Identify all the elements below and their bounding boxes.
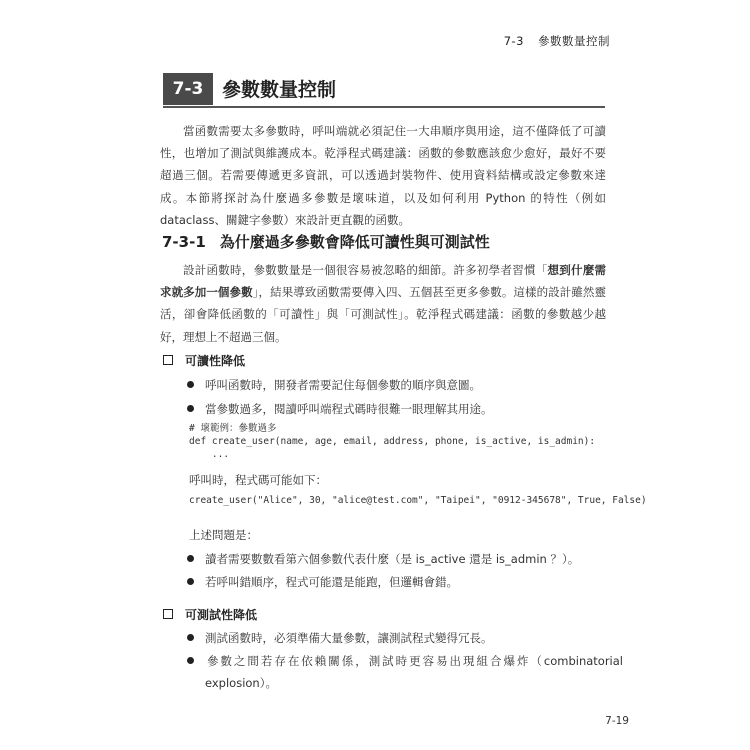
bullet-text: 讀者需要數數看第六個參數代表什麼（是 is_active 還是 is_admin ？）。	[205, 552, 580, 566]
bullet-text: 若呼叫錯順序，程式可能還是能跑，但邏輯會錯。	[205, 575, 458, 589]
bullet-text: 參數之間若存在依賴關係，測試時更容易出現組合爆炸（combinatorial explosion）。	[205, 654, 623, 690]
checkbox-square-icon	[163, 609, 173, 619]
bullet-dot-icon	[187, 578, 194, 585]
code-line: def create_user(name, age, email, address, phone, is_active, is_admin):	[189, 436, 596, 447]
subsection-text-end: 」，結果導致函數需要傳入四、五個甚至更多參數。這樣的設計雖然靈活，卻會降低函數的「可讀性」與「可測試性」。乾淨程式碼建議：函數的參數越少越好，理想上不超過三個。	[160, 285, 606, 344]
bullet-text: 當參數過多，閱讀呼叫端程式碼時很難一眼理解其用途。	[205, 402, 493, 416]
bullet-item	[187, 374, 605, 396]
code-block	[189, 422, 595, 461]
bullet-text: 呼叫函數時，開發者需要記住每個參數的順序與意圖。	[205, 378, 481, 392]
bullet-item	[187, 548, 605, 570]
subsection-body	[160, 259, 606, 348]
code-line: ...	[189, 449, 230, 460]
bullet-dot-icon	[187, 381, 194, 388]
call-code: create_user("Alice", 30, "alice@test.com", "Taipei", "0912-345678", True, False)	[189, 495, 647, 506]
readability-heading	[163, 352, 245, 369]
bullet-item	[187, 650, 623, 694]
subsection-paragraph	[160, 259, 606, 348]
checkbox-square-icon	[163, 355, 173, 365]
subsection-text-bold: 想到什麼需求就多加一個參數	[160, 263, 606, 300]
call-intro: 呼叫時，程式碼可能如下：	[189, 473, 327, 487]
subsection-title: 為什麼過多參數會降低可讀性與可測試性	[219, 233, 490, 251]
bullet-item	[187, 627, 605, 649]
running-header	[504, 33, 610, 49]
bullet-dot-icon	[187, 657, 194, 664]
readability-heading-label: 可讀性降低	[185, 354, 246, 368]
bullet-dot-icon	[187, 405, 194, 412]
problem-intro: 上述問題是：	[189, 528, 258, 542]
bullet-text: 測試函數時，必須準備大量參數，讓測試程式變得冗長。	[205, 631, 493, 645]
section-intro	[160, 120, 606, 231]
bullet-dot-icon	[187, 634, 194, 641]
bullet-item	[187, 571, 605, 593]
section-divider	[163, 106, 605, 108]
subsection-number: 7-3-1	[162, 233, 206, 251]
running-header-title: 參數數量控制	[538, 34, 610, 48]
running-header-section: 7-3	[503, 34, 524, 48]
intro-paragraph: 當函數需要太多參數時，呼叫端就必須記住一大串順序與用途，這不僅降低了可讀性，也增加了測試與維護成本。乾淨程式碼建議：函數的參數應該愈少愈好，最好不要超過三個。若需要傳遞更多資訊，可以透過封裝物件、使用資料結構或設定參數來達成。本節將探討為什麼過多參數是壞味道，以及如何利用 Python 的特性（例如 dataclass、關鍵字參數）來設計更直觀的函數。	[160, 124, 606, 227]
bullet-item	[187, 398, 605, 420]
subsection-heading	[162, 231, 490, 252]
section-title: 參數數量控制	[222, 79, 337, 101]
code-line: # 壞範例：參數過多	[189, 423, 277, 434]
subsection-text-start: 設計函數時，參數數量是一個很容易被忽略的細節。許多初學者習慣「	[183, 263, 548, 277]
testability-heading-label: 可測試性降低	[185, 608, 258, 622]
section-number-badge: 7-3	[163, 73, 213, 105]
page-number: 7-19	[605, 715, 629, 727]
testability-heading	[163, 606, 257, 623]
bullet-dot-icon	[187, 555, 194, 562]
